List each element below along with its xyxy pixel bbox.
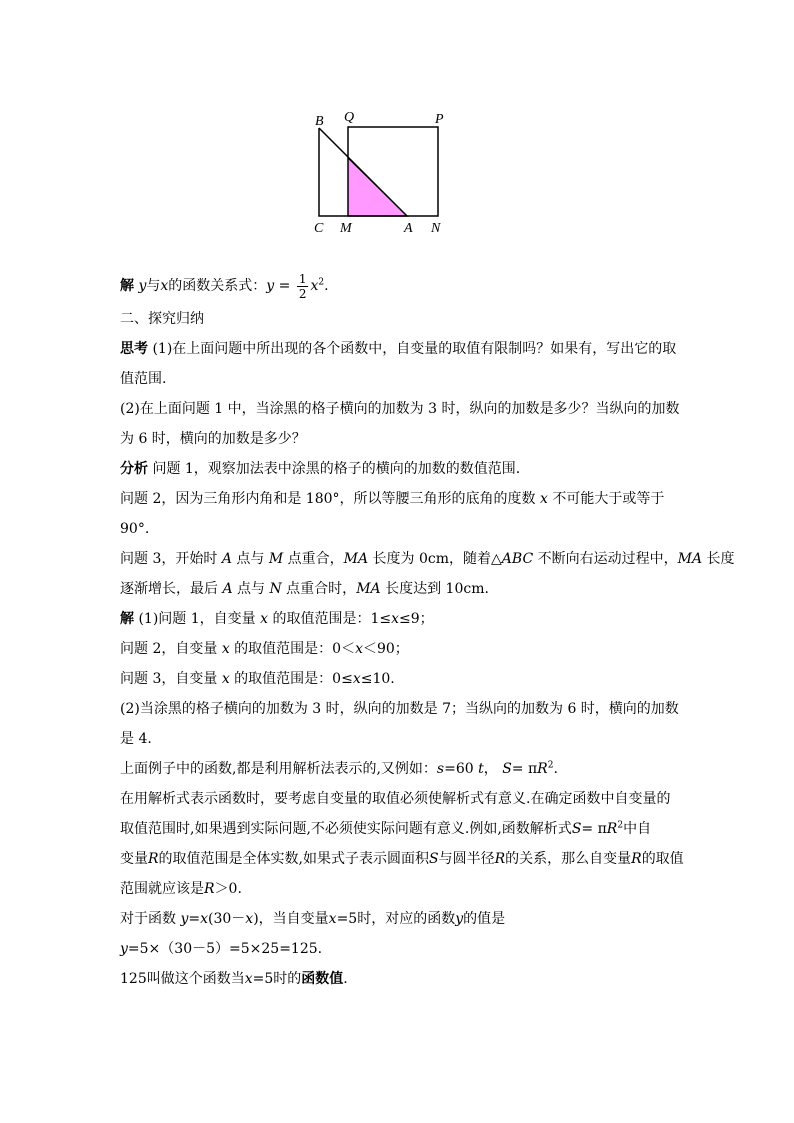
text: 长度 <box>702 551 735 567</box>
text: = <box>274 278 295 294</box>
var-x: x <box>245 911 254 927</box>
var-x: x <box>391 611 399 627</box>
label-c: C <box>314 221 324 236</box>
label-n: N <box>431 221 441 236</box>
var: M <box>268 551 284 567</box>
label-b: B <box>315 114 324 129</box>
label-p: P <box>435 112 444 127</box>
var: S <box>502 761 512 777</box>
think-line-1 <box>120 334 680 364</box>
solution2-line-3 <box>120 664 680 694</box>
var-x: x <box>200 911 209 927</box>
var: t <box>478 761 484 777</box>
var-x: x <box>260 611 268 627</box>
text: 点重合， <box>283 551 344 567</box>
exponent: 2 <box>547 760 554 771</box>
solution2-line-5: 是 4. <box>120 731 152 747</box>
var: R <box>537 761 548 777</box>
var: MA <box>343 551 369 567</box>
analysis-line-5 <box>120 574 680 604</box>
text: 点与 <box>232 581 270 597</box>
text: 不断向右运动过程中， <box>533 551 678 567</box>
think-title: 思考 <box>120 341 148 357</box>
analysis-line-2 <box>120 484 680 514</box>
text: 的函数关系式： <box>168 278 267 294</box>
text: 范围就应该是 <box>120 881 204 897</box>
text: 点与 <box>231 551 269 567</box>
paragraph-2-line-1: 在用解析式表示函数时，要考虑自变量的取值必须使解析式有意义.在确定函数中自变量的 <box>120 791 671 807</box>
text: 问题 3，自变量 <box>120 671 222 687</box>
var-y: y <box>138 278 147 294</box>
text: =5×（30－5）=5×25=125. <box>127 941 323 957</box>
text: = π <box>581 821 607 837</box>
term-function-value: 函数值 <box>301 971 344 987</box>
var: ABC <box>501 551 534 567</box>
text: 的取值范围是全体实数,如果式子表示圆面积 <box>158 851 429 867</box>
document-body <box>120 268 735 994</box>
var: R <box>204 881 215 897</box>
text: 问题 2，因为三角形内角和是 180°，所以等腰三角形的底角的度数 <box>120 491 540 507</box>
text: . <box>553 761 558 777</box>
var: R <box>494 851 506 867</box>
section-heading: 二、探究归纳 <box>120 311 204 327</box>
var: R <box>148 851 159 867</box>
text: 逐渐增长，最后 <box>120 581 223 597</box>
var: S <box>429 851 439 867</box>
text: (1)在上面问题中所出现的各个函数中，自变量的取值有限制吗？如果有，写出它的取 <box>152 341 677 357</box>
text: 问题 3，开始时 <box>120 551 222 567</box>
think-line-3: (2)在上面问题 1 中，当涂黑的格子横向的加数为 3 时，纵向的加数是多少？当纵向的加数 <box>120 401 680 417</box>
text: ＜90； <box>362 641 409 657</box>
text: =5时，对应的函数 <box>336 911 456 927</box>
var: R <box>606 821 618 837</box>
solution-title: 解 <box>120 278 134 294</box>
text: ， <box>483 761 503 777</box>
analysis-line-1 <box>120 454 680 484</box>
text: (1)问题 1，自变量 <box>134 611 261 627</box>
exponent: 2 <box>617 820 624 831</box>
paragraph-3-line-3 <box>120 964 680 994</box>
solution2-line-2 <box>120 634 680 664</box>
text: 的取值范围是：0≤ <box>229 671 353 687</box>
paragraph-3-line-2 <box>120 934 680 964</box>
text: 125叫做这个函数当 <box>120 971 245 987</box>
text: . <box>343 971 348 987</box>
var-x: x <box>352 671 361 687</box>
text: =5时的 <box>252 971 302 987</box>
text: 与 <box>146 278 161 294</box>
var: s <box>436 761 445 777</box>
var-x: x <box>221 641 230 657</box>
var-x: x <box>160 278 169 294</box>
paragraph-2-line-4 <box>120 874 680 904</box>
geometry-figure <box>300 100 460 240</box>
analysis-line-3: 90°. <box>120 521 150 537</box>
text: ≤10. <box>360 671 395 687</box>
text: 的值是 <box>463 911 506 927</box>
var: R <box>631 851 642 867</box>
var-y: y <box>455 911 464 927</box>
text: 的关系，那么自变量 <box>505 851 632 867</box>
text: )，当自变量 <box>253 911 329 927</box>
text: ＞0. <box>214 881 242 897</box>
var-x: x <box>221 671 230 687</box>
var: A <box>222 581 233 597</box>
var: MA <box>677 551 703 567</box>
text: 变量 <box>120 851 148 867</box>
think-line-2: 值范围. <box>120 371 167 387</box>
var-x: x <box>328 911 337 927</box>
text: (30－ <box>208 911 246 927</box>
paragraph-1 <box>120 754 680 784</box>
paragraph-2-line-2 <box>120 814 680 844</box>
text: = <box>188 911 201 927</box>
solution-1 <box>120 268 680 304</box>
var: MA <box>356 581 381 597</box>
text: 长度达到 10cm. <box>380 581 489 597</box>
var: N <box>269 581 282 597</box>
text: 对于函数 <box>120 911 181 927</box>
text: 的取值 <box>641 851 684 867</box>
text: 取值范围时,如果遇到实际问题,不必须使实际问题有意义.例如,函数解析式 <box>120 821 572 837</box>
think-line-4: 为 6 时，横向的加数是多少？ <box>120 431 306 447</box>
var-y: y <box>180 911 189 927</box>
fraction-half: $\frac{1}{2}$ <box>298 271 307 301</box>
analysis-line-4 <box>120 544 735 574</box>
text: =60 <box>444 761 479 777</box>
exponent: 2 <box>318 277 325 288</box>
analysis-title: 分析 <box>120 461 148 477</box>
var-y: y <box>120 941 128 957</box>
var-x: x <box>244 971 253 987</box>
text: ≤9； <box>399 611 434 627</box>
var-x: x <box>310 278 319 294</box>
var-x: x <box>355 641 363 657</box>
text: 长度为 0cm，随着△ <box>368 551 502 567</box>
text: 点重合时， <box>281 581 357 597</box>
text: 不可能大于或等于 <box>547 491 665 507</box>
solution2-title: 解 <box>120 611 134 627</box>
text: 中自 <box>623 821 652 837</box>
text: . <box>324 278 329 294</box>
text: = π <box>511 761 538 777</box>
solution2-line-4: (2)当涂黑的格子横向的加数为 3 时，纵向的加数是 7；当纵向的加数为 6 时，横向的加数 <box>120 701 679 717</box>
label-q: Q <box>344 110 355 125</box>
var: A <box>221 551 232 567</box>
text: 的取值范围是：1≤ <box>268 611 392 627</box>
solution2-line-1 <box>120 604 680 634</box>
text: 上面例子中的函数,都是利用解析法表示的,又例如： <box>120 761 437 777</box>
paragraph-2-line-3 <box>120 844 684 874</box>
var-x: x <box>539 491 548 507</box>
paragraph-3-line-1 <box>120 904 680 934</box>
label-m: M <box>340 221 352 236</box>
var: S <box>571 821 582 837</box>
text: 与圆半径 <box>438 851 495 867</box>
text: 的取值范围是：0＜ <box>229 641 356 657</box>
text: 问题 2，自变量 <box>120 641 222 657</box>
label-a: A <box>404 221 413 236</box>
text: 问题 1，观察加法表中涂黑的格子的横向的加数的数值范围. <box>148 461 521 477</box>
var-y: y <box>266 278 275 294</box>
